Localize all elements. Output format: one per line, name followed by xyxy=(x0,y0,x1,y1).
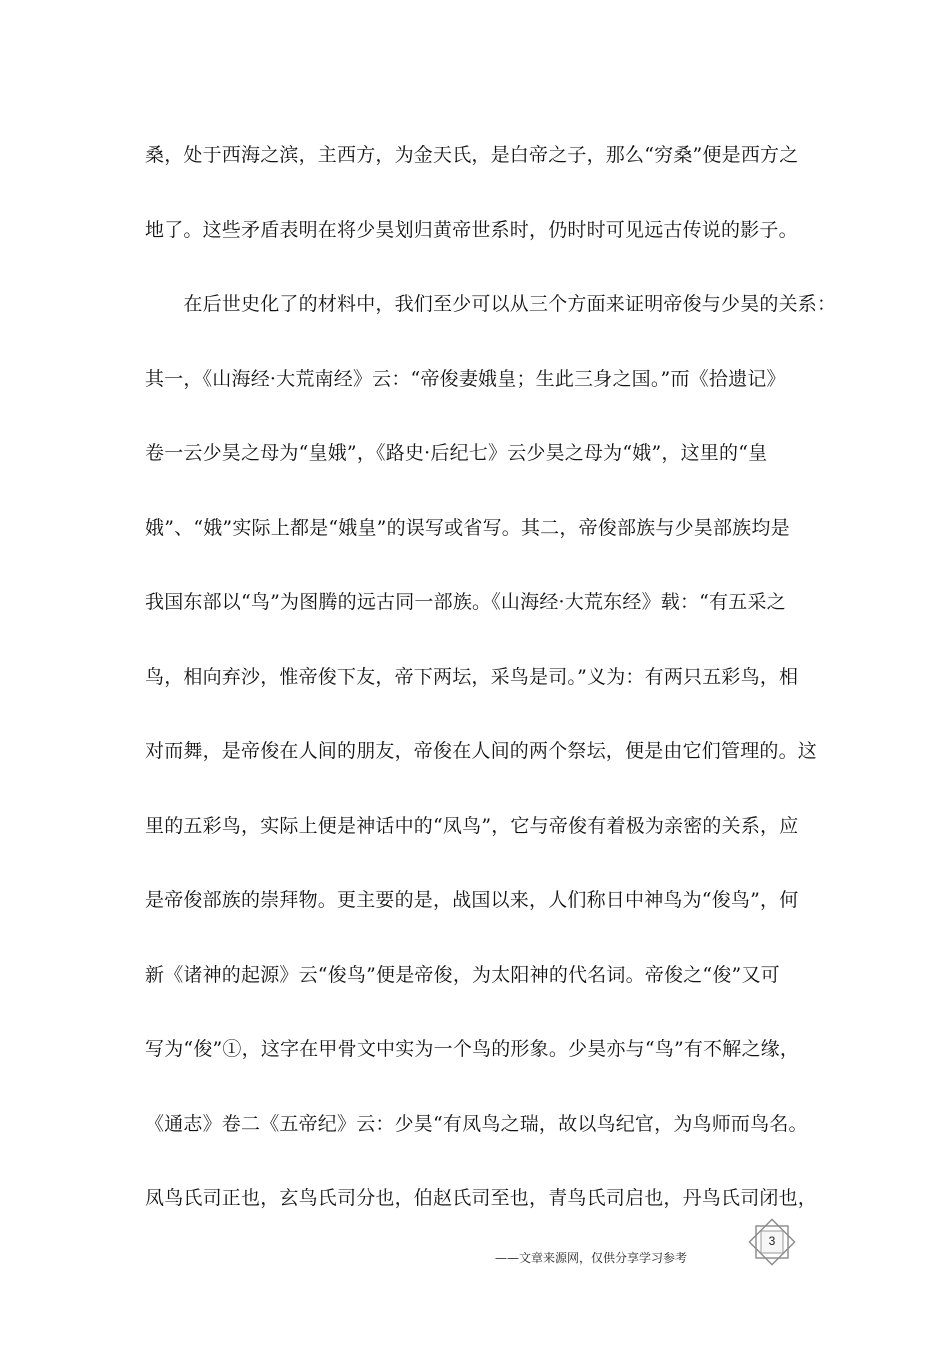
text-line: 是帝俊部族的崇拜物。更主要的是，战国以来，人们称日中神鸟为“俊鸟”，何 xyxy=(145,889,799,911)
text-line: 在后世史化了的材料中，我们至少可以从三个方面来证明帝俊与少昊的关系： xyxy=(145,293,837,315)
text-line: 对而舞，是帝俊在人间的朋友，帝俊在人间的两个祭坛，便是由它们管理的。这 xyxy=(145,740,818,762)
text-line: 《通志》卷二《五帝纪》云：少昊“有凤鸟之瑞，故以鸟纪官，为鸟师而鸟名。 xyxy=(145,1113,808,1135)
text-line: 地了。这些矛盾表明在将少昊划归黄帝世系时，仍时时可见远古传说的影子。 xyxy=(145,219,798,241)
text-line: 鸟，相向弃沙，惟帝俊下友，帝下两坛，采鸟是司。”义为：有两只五彩鸟，相 xyxy=(145,666,799,688)
text-line: 写为“俊”①，这字在甲骨文中实为一个鸟的形象。少昊亦与“鸟”有不解之缘， xyxy=(145,1038,800,1060)
text-line: 里的五彩鸟，实际上便是神话中的“凤鸟”，它与帝俊有着极为亲密的关系，应 xyxy=(145,815,799,837)
text-line: 新《诸神的起源》云“俊鸟”便是帝俊，为太阳神的代名词。帝俊之“俊”又可 xyxy=(145,964,780,986)
text-line: 桑，处于西海之滨，主西方，为金天氏，是白帝之子，那么“穷桑”便是西方之 xyxy=(145,144,799,166)
page-number: 3 xyxy=(768,1234,776,1248)
text-line: 娥”、“娥”实际上都是“娥皇”的误写或省写。其二，帝俊部族与少昊部族均是 xyxy=(145,517,790,539)
text-line: 凤鸟氏司正也，玄鸟氏司分也，伯赵氏司至也，青鸟氏司启也，丹鸟氏司闭也， xyxy=(145,1187,818,1209)
text-line: 卷一云少昊之母为“皇娥”，《路史·后纪七》云少昊之母为“娥”，这里的“皇 xyxy=(145,442,768,464)
footer-source-note: ——文章来源网，仅供分享学习参考 xyxy=(495,1251,688,1265)
text-line: 其一，《山海经·大荒南经》云：“帝俊妻娥皇；生此三身之国。”而《拾遗记》 xyxy=(145,368,786,390)
text-line: 我国东部以“鸟”为图腾的远古同一部族。《山海经·大荒东经》载：“有五采之 xyxy=(145,591,786,613)
page-number-badge xyxy=(748,1218,796,1266)
